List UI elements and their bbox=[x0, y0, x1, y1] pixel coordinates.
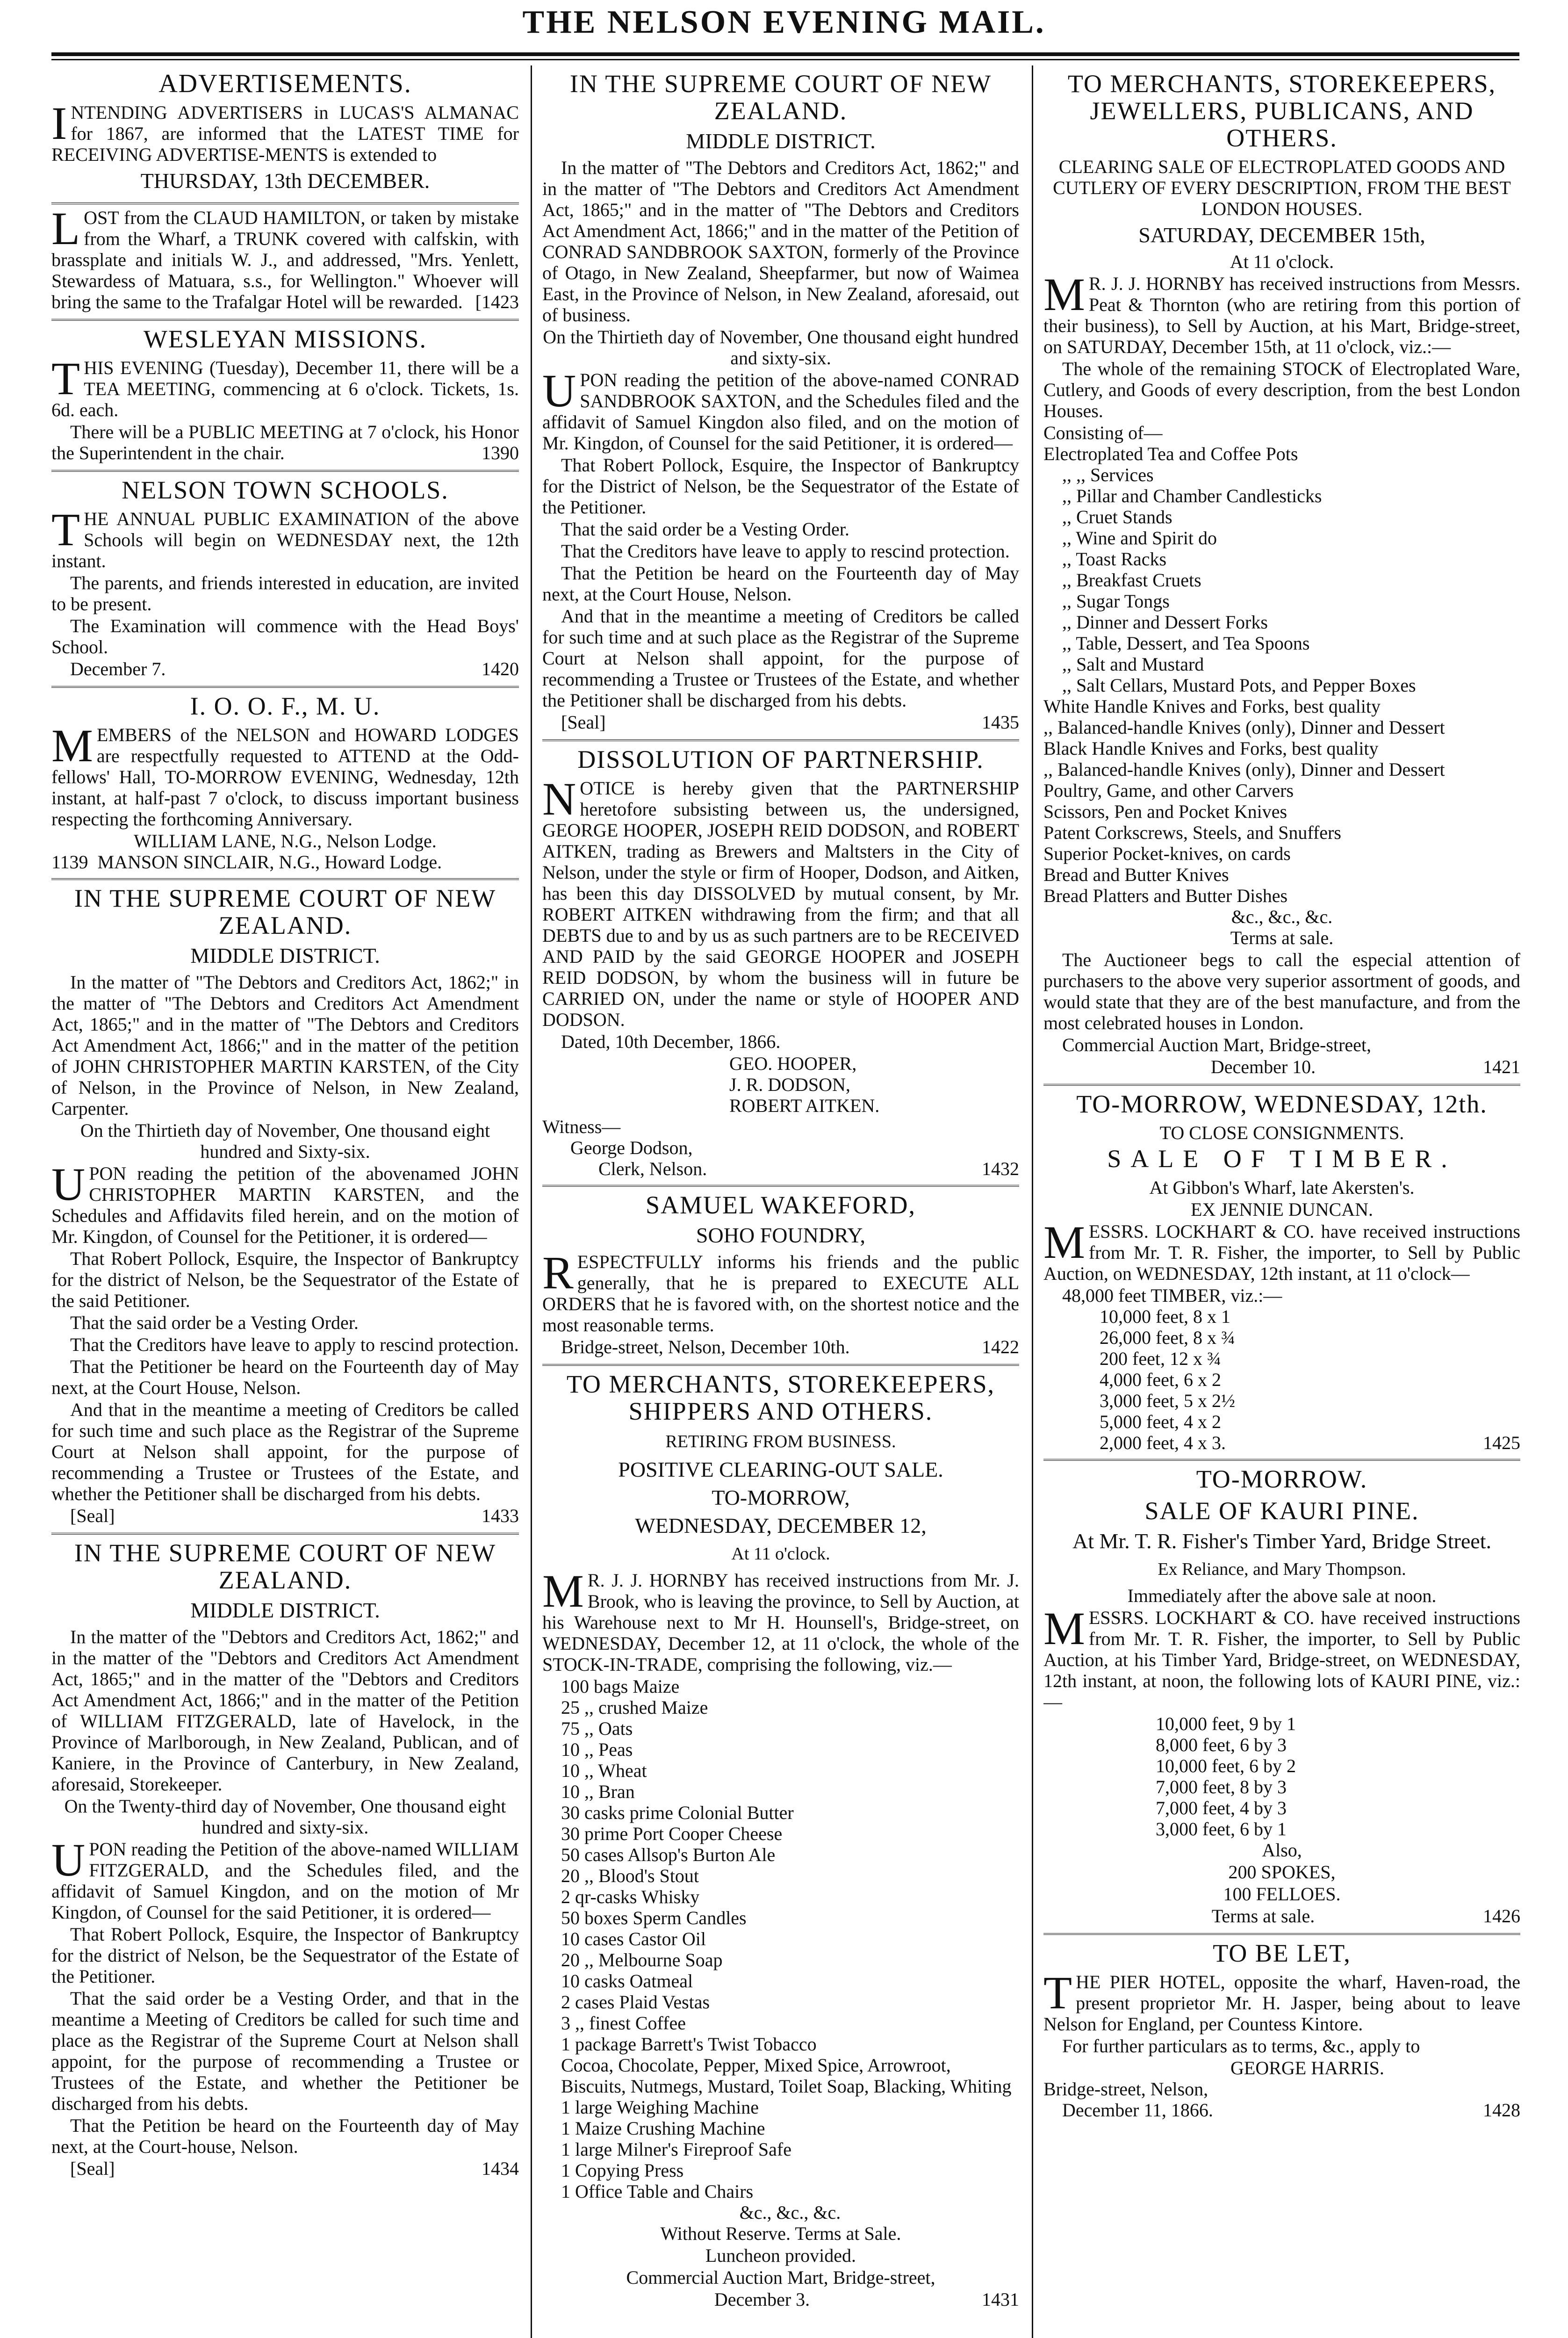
masthead-rule bbox=[51, 52, 1519, 56]
cutlery-list bbox=[1043, 696, 1520, 906]
drop-cap: T bbox=[1043, 1967, 1072, 2019]
list-item: 2 qr-casks Whisky bbox=[561, 1886, 700, 1907]
ad-body: ESPECTFULLY informs his friends and the public generally, that he is prepared to EXECUTE ALL ORDERS that he is favored with, on the shortest notice and the most reasonable terms. bbox=[542, 1251, 1019, 1335]
ad-address: Bridge-street, Nelson, bbox=[1043, 2078, 1208, 2100]
list-item: Superior Pocket-knives, on cards bbox=[1043, 843, 1291, 864]
section-title: ADVERTISEMENTS. bbox=[158, 69, 412, 98]
ad-number: 1390 bbox=[482, 442, 519, 463]
list-item: Patent Corkscrews, Steels, and Snuffers bbox=[1043, 822, 1341, 843]
newspaper-title: THE NELSON EVENING MAIL. bbox=[522, 4, 1046, 40]
list-item: ,, Wine and Spirit do bbox=[1062, 527, 1217, 548]
ad-number: 1428 bbox=[1483, 2100, 1520, 2121]
ad-body: OTICE is hereby given that the PARTNERSHIP heretofore subsisting between us, the undersigned, GEORGE HOOPER, JOSEPH REID DODSON, and ROBERT AITKEN, trading as Brewers and Maltsters in the City of Nelson, under the style or firm of Hooper, Dodson, and Aitken, has been this day DISSOLVED by mutual consent, by Mr. ROBERT AITKEN withdrawing from the firm; and that all DEBTS due to and by us as such partners are to be RECEIVED AND PAID by the said GEORGE HOOPER and JOSEPH REID DODSON, by whom the business will in future be CARRIED ON, under the name or style of HOOPER AND DODSON. bbox=[542, 778, 1019, 1030]
list-item: ,, Salt and Mustard bbox=[1062, 654, 1204, 675]
list-heading: 48,000 feet TIMBER, viz.:— bbox=[1062, 1285, 1282, 1306]
ad-title: IN THE SUPREME COURT OF NEW ZEALAND. bbox=[569, 70, 992, 125]
ad-subtitle: SALE OF KAURI PINE. bbox=[1144, 1497, 1419, 1525]
ad-title: I. O. O. F., M. U. bbox=[190, 692, 381, 720]
ad-date: On the Thirtieth day of November, One thousand eight hundred and sixty-six. bbox=[543, 326, 1019, 368]
drop-cap: U bbox=[542, 365, 576, 417]
list-item: ,, Toast Racks bbox=[1062, 548, 1167, 570]
ad-number: 1425 bbox=[1483, 1432, 1520, 1453]
witness-name: George Dodson, bbox=[570, 1137, 693, 1158]
ad-body: The parents, and friends interested in education, are invited to be present. bbox=[51, 572, 519, 614]
ad-lost-trunk bbox=[51, 204, 519, 321]
list-item: Scissors, Pen and Pocket Knives bbox=[1043, 801, 1287, 822]
ad-body: That the Petition be heard on the Fourteenth day of May next, at the Court House, Nelson. bbox=[542, 563, 1019, 605]
ad-subtitle: SOHO FOUNDRY, bbox=[696, 1223, 866, 1247]
ad-date: On the Twenty-third day of November, One thousand eight hundred and sixty-six. bbox=[64, 1796, 506, 1838]
ad-ioof bbox=[51, 688, 519, 880]
list-item: 2,000 feet, 4 x 3. bbox=[1100, 1432, 1226, 1453]
ad-date: Dated, 10th December, 1866. bbox=[561, 1031, 781, 1052]
ad-subtitle: SALE OF TIMBER. bbox=[1107, 1145, 1457, 1173]
ad-date: December 11, 1866. bbox=[1062, 2100, 1213, 2121]
list-item: 2 cases Plaid Vestas bbox=[561, 1992, 710, 2013]
drop-cap: R bbox=[542, 1247, 574, 1299]
ad-body: HIS EVENING (Tuesday), December 11, there will be a TEA MEETING, commencing at 6 o'clock. Tickets, 1s. 6d. each. bbox=[51, 357, 519, 420]
ad-terms: Terms at sale. bbox=[1211, 1905, 1315, 1927]
drop-cap: U bbox=[51, 1158, 86, 1210]
list-item: ,, Salt Cellars, Mustard Pots, and Pepper Boxes bbox=[1062, 675, 1416, 696]
ad-address: Commercial Auction Mart, Bridge-street, bbox=[626, 2267, 935, 2288]
ad-date: December 7. bbox=[70, 658, 166, 679]
list-item: 3,000 feet, 5 x 2½ bbox=[1100, 1390, 1235, 1411]
list-item: ,, ,, Services bbox=[1062, 464, 1154, 485]
masthead bbox=[0, 0, 1568, 56]
list-item: 1 Copying Press bbox=[561, 2160, 684, 2181]
ad-number: 1139 bbox=[51, 851, 88, 873]
ad-body: ESSRS. LOCKHART & CO. have received instructions from Mr. T. R. Fisher, the importer, to Sell by Public Auction, on WEDNESDAY, 12th instant, at 11 o'clock— bbox=[1043, 1221, 1520, 1284]
drop-cap: U bbox=[51, 1834, 86, 1886]
ad-number: 1434 bbox=[482, 2158, 519, 2179]
ad-title: DISSOLUTION OF PARTNERSHIP. bbox=[577, 745, 984, 773]
list-item: ,, Sugar Tongs bbox=[1062, 591, 1170, 612]
ad-body: HE PIER HOTEL, opposite the wharf, Haven-road, the present proprietor Mr. H. Jasper, being about to leave Nelson for England, per Countess Kintore. bbox=[1043, 1971, 1520, 2035]
electroplate-list bbox=[1043, 464, 1520, 696]
seal: [Seal] bbox=[70, 1505, 115, 1526]
timber-list bbox=[1043, 1306, 1520, 1453]
ad-number: 1431 bbox=[982, 2289, 1019, 2310]
ad-body: R. J. J. HORNBY has received instructions from Mr. J. Brook, who is leaving the province, to Sell by Auction, at his Warehouse next to Mr H. Hounsell's, Bridge-street, on WEDNESDAY, December 12, at 11 o'clock, the whole of the STOCK-IN-TRADE, comprising the following, viz.— bbox=[542, 1570, 1019, 1675]
list-item: 50 cases Allsop's Burton Ale bbox=[561, 1844, 776, 1865]
list-item: 200 SPOKES, bbox=[1228, 1862, 1336, 1883]
list-item: 8,000 feet, 6 by 3 bbox=[1156, 1734, 1287, 1755]
ad-title: TO BE LET, bbox=[1213, 1939, 1351, 1967]
signature: WILLIAM LANE, N.G., Nelson Lodge. bbox=[134, 830, 437, 851]
list-item: Bread and Butter Knives bbox=[1043, 864, 1229, 885]
ad-subtitle: RETIRING FROM BUSINESS. bbox=[665, 1432, 896, 1451]
ad-body: That the said order be a Vesting Order, and that in the meantime a Meeting of Creditors be called for such time and place as the Registrar of the Supreme Court at Nelson shall appoint, for the purpose of recommending a Trustee or Trustees of the Estate, and whether the Petitioner be discharged from his debts. bbox=[51, 1988, 519, 2114]
drop-cap: T bbox=[51, 353, 80, 404]
ad-note: Luncheon provided. bbox=[705, 2245, 856, 2266]
seal: [Seal] bbox=[70, 2158, 115, 2179]
list-item: ,, Balanced-handle Knives (only), Dinner and Dessert bbox=[1043, 717, 1445, 738]
ad-body: The whole of the remaining STOCK of Electroplated Ware, Cutlery, and Goods of every description, from the best London Houses. bbox=[1043, 358, 1520, 421]
ad-body: PON reading the petition of the above-named CONRAD SANDBROOK SAXTON, and the Schedules filed and the affidavit of Samuel Kingdon also filed, and on the motion of Mr. Kingdon, of Counsel for the said Petitioner, it is ordered— bbox=[542, 369, 1019, 454]
list-item: Black Handle Knives and Forks, best quality bbox=[1043, 738, 1379, 759]
ad-title: TO-MORROW. bbox=[1196, 1465, 1368, 1493]
ad-body: That Robert Pollock, Esquire, the Inspector of Bankruptcy for the district of Nelson, be the Sequestrator of the Estate of the Petitioner. bbox=[51, 1924, 519, 1987]
ad-kauri-pine bbox=[1043, 1461, 1520, 1935]
ad-brook-sale bbox=[542, 1366, 1019, 2316]
stock-list bbox=[542, 1676, 1019, 2223]
list-item: 20 ,, Melbourne Soap bbox=[561, 1949, 723, 1970]
ad-body: EMBERS of the NELSON and HOWARD LODGES are respectfully requested to ATTEND at the Odd-fellows' Hall, TO-MORROW EVENING, Wednesday, 12th instant, at half-past 7 o'clock, to discuss important business respecting the forthcoming Anniversary. bbox=[51, 724, 519, 830]
list-item: 4,000 feet, 6 x 2 bbox=[1100, 1369, 1221, 1390]
drop-cap: I bbox=[51, 97, 67, 149]
drop-cap: M bbox=[1043, 1602, 1085, 1654]
ad-title: TO-MORROW, WEDNESDAY, 12th. bbox=[1076, 1090, 1488, 1118]
list-item: &c., &c., &c. bbox=[1231, 906, 1333, 927]
district: MIDDLE DISTRICT. bbox=[190, 1598, 380, 1622]
list-item: 30 prime Port Cooper Cheese bbox=[561, 1823, 783, 1844]
drop-cap: M bbox=[1043, 1216, 1085, 1268]
list-item: 10 cases Castor Oil bbox=[561, 1928, 706, 1949]
witness-title: Clerk, Nelson. bbox=[598, 1158, 707, 1179]
list-item: ,, Breakfast Cruets bbox=[1062, 570, 1201, 591]
list-item: 10 ,, Bran bbox=[561, 1781, 635, 1802]
ad-body: And that in the meantime a meeting of Creditors be called for such time and such place as the Registrar of the Supreme Court at Nelson shall appoint, for the purpose of recommending a Trustee or Trustees of the Estate, and whether the Petitioner shall be discharged from his debts. bbox=[51, 1399, 519, 1504]
list-item: 50 boxes Sperm Candles bbox=[561, 1907, 747, 1928]
list-item: White Handle Knives and Forks, best quality bbox=[1043, 696, 1381, 717]
list-item: 10 ,, Wheat bbox=[561, 1760, 647, 1781]
list-item: ,, Dinner and Dessert Forks bbox=[1062, 612, 1268, 633]
ad-body: That Robert Pollock, Esquire, the Inspector of Bankruptcy for the district of Nelson, be the Sequestrator of the Estate of the said Petitioner. bbox=[51, 1248, 519, 1311]
ad-town-schools bbox=[51, 472, 519, 688]
ad-body: HE ANNUAL PUBLIC EXAMINATION of the above Schools will begin on WEDNESDAY next, the 12th instant. bbox=[51, 508, 519, 571]
ad-timber-sale bbox=[1043, 1086, 1520, 1461]
ad-body: That the said order be a Vesting Order. bbox=[561, 519, 849, 540]
ad-subtitle: POSITIVE CLEARING-OUT SALE. bbox=[618, 1458, 943, 1481]
signature: GEORGE HARRIS. bbox=[1230, 2057, 1384, 2078]
column-3 bbox=[1043, 65, 1520, 2338]
signature: ROBERT AITKEN. bbox=[729, 1095, 880, 1116]
list-item: 30 casks prime Colonial Butter bbox=[561, 1802, 794, 1823]
ad-wakeford bbox=[542, 1187, 1019, 1366]
ad-title: IN THE SUPREME COURT OF NEW ZEALAND. bbox=[74, 1539, 496, 1594]
ad-wesleyan bbox=[51, 321, 519, 472]
ad-body: In the matter of "The Debtors and Creditors Act, 1862;" in the matter of "The Debtors and Creditors Act Amendment Act, 1865;" and in the matter of "The Debtors and Creditors Act Amendment Act, 1866;" and in the matter of the petition of JOHN CHRISTOPHER MARTIN KARSTEN, of the City of Nelson, in the Province of Nelson, in New Zealand, Carpenter. bbox=[51, 972, 519, 1119]
ad-address: Commercial Auction Mart, Bridge-street, bbox=[1062, 1034, 1371, 1055]
list-item: ,, Balanced-handle Knives (only), Dinner and Dessert bbox=[1043, 759, 1445, 780]
ad-when: WEDNESDAY, DECEMBER 12, bbox=[635, 1514, 927, 1537]
list-item: 10,000 feet, 6 by 2 bbox=[1156, 1755, 1296, 1776]
drop-cap: M bbox=[542, 1565, 584, 1617]
column-2 bbox=[542, 65, 1019, 2338]
list-item: Cocoa, Chocolate, Pepper, Mixed Spice, Arrowroot, Biscuits, Nutmegs, Mustard, Toilet Soap, Blacking, Whiting bbox=[561, 2055, 1012, 2097]
ad-fitzgerald bbox=[51, 1535, 519, 2186]
list-item: 10 ,, Peas bbox=[561, 1739, 633, 1760]
ad-title: TO MERCHANTS, STOREKEEPERS, JEWELLERS, PUBLICANS, AND OTHERS. bbox=[1067, 70, 1496, 152]
ad-to-be-let bbox=[1043, 1935, 1520, 2126]
list-item: 75 ,, Oats bbox=[561, 1718, 633, 1739]
column-divider bbox=[1032, 65, 1033, 2338]
ad-title: WESLEYAN MISSIONS. bbox=[143, 325, 427, 353]
ad-body: OST from the CLAUD HAMILTON, or taken by mistake from the Wharf, a TRUNK covered with calfskin, with brassplate and initials W. J., and addressed, "Mrs. Yenlett, Stewardess of Matuara, s.s., for Wellington." Whoever will bring the same to the Trafalgar Hotel will be rewarded. bbox=[51, 207, 519, 312]
ad-body: In the matter of the "Debtors and Creditors Act, 1862;" and in the matter of the "Debtors and Creditors Act Amendment Act, 1865;" and in the matter of the "Debtors and Creditors Act Amendment Act, 1866;" and in the matter of the Petition of WILLIAM FITZGERALD, late of Havelock, in the Province of Marlborough, in New Zealand, Publican, and of Kaniere, in the Province of Canterbury, in New Zealand, aforesaid, Storekeeper. bbox=[51, 1626, 519, 1795]
ad-number: 1421 bbox=[1483, 1056, 1520, 1077]
ad-terms: Terms at sale. bbox=[1230, 927, 1334, 948]
ad-body: And that in the meantime a meeting of Creditors be called for such time and at such place as the Registrar of the Supreme Court at Nelson shall appoint, for the purpose of recommending a Trustee or Trustees of the Estate, and whether the Petitioner shall be discharged from his debts. bbox=[542, 606, 1019, 711]
witness-label: Witness— bbox=[542, 1116, 621, 1137]
ad-body: That Robert Pollock, Esquire, the Inspector of Bankruptcy for the District of Nelson, be the Sequestrator of the Estate of the Petitioner. bbox=[542, 455, 1019, 518]
drop-cap: T bbox=[51, 504, 80, 556]
ad-date: December 3. bbox=[714, 2289, 810, 2310]
drop-cap: L bbox=[51, 202, 80, 254]
ad-dissolution bbox=[542, 741, 1019, 1187]
ad-body: There will be a PUBLIC MEETING at 7 o'clock, his Honor the Superintendent in the chair. bbox=[51, 421, 519, 463]
ad-body: That the Petitioner be heard on the Fourteenth day of May next, at the Court House, Nelson. bbox=[51, 1356, 519, 1398]
list-item: 100 bags Maize bbox=[561, 1676, 680, 1697]
masthead-rule-thin bbox=[51, 59, 1519, 60]
ad-number: [1423 bbox=[475, 291, 519, 312]
list-item: 200 feet, 12 x ¾ bbox=[1100, 1348, 1221, 1369]
ad-address: Bridge-street, Nelson, December 10th. bbox=[561, 1336, 850, 1357]
ad-number: 1422 bbox=[982, 1336, 1019, 1357]
district: MIDDLE DISTRICT. bbox=[190, 944, 380, 967]
list-item: &c., &c., &c. bbox=[739, 2202, 841, 2223]
list-item: 10,000 feet, 8 x 1 bbox=[1100, 1306, 1230, 1327]
list-item: 25 ,, crushed Maize bbox=[561, 1697, 708, 1718]
list-item: 7,000 feet, 8 by 3 bbox=[1156, 1776, 1287, 1797]
ad-when: At 11 o'clock. bbox=[731, 1544, 830, 1564]
ad-number: 1435 bbox=[982, 712, 1019, 733]
list-item: 7,000 feet, 4 by 3 bbox=[1156, 1797, 1287, 1818]
drop-cap: M bbox=[51, 720, 93, 772]
signature: MANSON SINCLAIR, N.G., Howard Lodge. bbox=[97, 851, 442, 873]
ad-body: That the said order be a Vesting Order. bbox=[70, 1312, 359, 1333]
ad-title: SAMUEL WAKEFORD, bbox=[645, 1191, 916, 1219]
list-item: 3 ,, finest Coffee bbox=[561, 2013, 686, 2034]
ad-number: 1432 bbox=[982, 1158, 1019, 1179]
ad-body: That the Creditors have leave to apply to rescind protection. bbox=[561, 541, 1010, 562]
ad-body: PON reading the petition of the abovenamed JOHN CHRISTOPHER MARTIN KARSTEN, and the Schedules and Affidavits filed herein, and on the motion of Mr. Kingdon, of Counsel for the Petitioner, it is ordered— bbox=[51, 1163, 519, 1247]
list-item: 20 ,, Blood's Stout bbox=[561, 1865, 699, 1886]
ad-karsten bbox=[51, 880, 519, 1535]
drop-cap: M bbox=[1043, 268, 1085, 320]
ad-subtitle: TO CLOSE CONSIGNMENTS. bbox=[1159, 1122, 1404, 1143]
ad-date: December 10. bbox=[1210, 1056, 1316, 1077]
list-item: 1 Office Table and Chairs bbox=[561, 2181, 754, 2202]
ad-body: For further particulars as to terms, &c., apply to bbox=[1062, 2035, 1420, 2057]
ad-location: At Gibbon's Wharf, late Akersten's. bbox=[1149, 1177, 1415, 1198]
ad-body: R. J. J. HORNBY has received instructions from Messrs. Peat & Thornton (who are retiring from this portion of their business), to Sell by Auction, at his Mart, Bridge-street, on SATURDAY, December 15th, at 11 o'clock, viz.:— bbox=[1043, 273, 1520, 357]
list-item: Electroplated Tea and Coffee Pots bbox=[1043, 443, 1298, 464]
ad-body: The Auctioneer begs to call the especial attention of purchasers to the above very superior assortment of goods, and would state that they are of the best manufacture, and from the most celebrated houses in London. bbox=[1043, 949, 1520, 1033]
list-item: 3,000 feet, 6 by 1 bbox=[1156, 1818, 1287, 1840]
list-item: 1 large Milner's Fireproof Safe bbox=[561, 2139, 792, 2160]
ad-body: In the matter of "The Debtors and Creditors Act, 1862;" and in the matter of "The Debtors and Creditors Act Amendment Act, 1865;" and in the matter of "The Debtors and Creditors Act Amendment Act, 1866;" and in the matter of the Petition of CONRAD SANDBROOK SAXTON, formerly of the Province of Otago, in New Zealand, Sheepfarmer, but now of Waimea East, in the Province of Nelson, in New Zealand, aforesaid, out of business. bbox=[542, 157, 1019, 325]
ad-when: SATURDAY, DECEMBER 15th, bbox=[1138, 223, 1425, 247]
ad-subtitle: CLEARING SALE OF ELECTROPLATED GOODS AND CUTLERY OF EVERY DESCRIPTION, FROM THE BEST LONDON HOUSES. bbox=[1053, 156, 1511, 219]
ad-number: 1433 bbox=[482, 1505, 519, 1526]
column-divider bbox=[531, 65, 532, 2338]
ad-location: At Mr. T. R. Fisher's Timber Yard, Bridge Street. bbox=[1072, 1529, 1491, 1553]
ad-when: Immediately after the above sale at noon. bbox=[1127, 1585, 1437, 1606]
ad-body: NTENDING ADVERTISERS in LUCAS'S ALMANAC for 1867, are informed that the LATEST TIME for RECEIVING ADVERTISE-MENTS is extended to bbox=[51, 102, 519, 165]
ad-ship: Ex Reliance, and Mary Thompson. bbox=[1158, 1559, 1406, 1579]
drop-cap: N bbox=[542, 773, 576, 825]
ad-body: ESSRS. LOCKHART & CO. have received instructions from Mr. T. R. Fisher, the importer, to Sell by Public Auction, at his Timber Yard, Bridge-street, on WEDNESDAY, 12th instant, at noon, the following lots of KAURI PINE, viz.:— bbox=[1043, 1607, 1520, 1712]
list-item: 1 package Barrett's Twist Tobacco bbox=[561, 2034, 817, 2055]
ad-date: THURSDAY, 13th DECEMBER. bbox=[140, 169, 430, 193]
signature: GEO. HOOPER, bbox=[729, 1053, 857, 1074]
list-item: Bread Platters and Butter Dishes bbox=[1043, 885, 1288, 906]
list-item: ,, Table, Dessert, and Tea Spoons bbox=[1062, 633, 1310, 654]
ad-when: TO-MORROW, bbox=[712, 1486, 850, 1509]
ad-title: TO MERCHANTS, STOREKEEPERS, SHIPPERS AND OTHERS. bbox=[566, 1370, 995, 1425]
ad-when: At 11 o'clock. bbox=[1230, 251, 1334, 272]
list-item: ,, Cruet Stands bbox=[1062, 506, 1172, 527]
ad-number: 1420 bbox=[482, 658, 519, 679]
list-item: ,, Pillar and Chamber Candlesticks bbox=[1062, 485, 1322, 506]
ad-title: NELSON TOWN SCHOOLS. bbox=[122, 476, 449, 504]
list-item: 1 large Weighing Machine bbox=[561, 2097, 759, 2118]
list-item: 10,000 feet, 9 by 1 bbox=[1156, 1713, 1296, 1734]
ad-body: The Examination will commence with the Head Boys' School. bbox=[51, 615, 519, 657]
ad-body: That the Petition be heard on the Fourteenth day of May next, at the Court-house, Nelson. bbox=[51, 2115, 519, 2157]
ad-saxton bbox=[542, 65, 1019, 741]
signature: J. R. DODSON, bbox=[729, 1074, 850, 1095]
list-item: 26,000 feet, 8 x ¾ bbox=[1100, 1327, 1235, 1348]
ad-body: That the Creditors have leave to apply to rescind protection. bbox=[70, 1334, 519, 1355]
district: MIDDLE DISTRICT. bbox=[686, 129, 876, 153]
ad-date: On the Thirtieth day of November, One thousand eight hundred and Sixty-six. bbox=[80, 1120, 490, 1162]
ad-peat-thornton bbox=[1043, 65, 1520, 1086]
list-item: Poultry, Game, and other Carvers bbox=[1043, 780, 1294, 801]
ad-body: PON reading the Petition of the above-named WILLIAM FITZGERALD, and the Schedules filed, and the affidavit of Samuel Kingdon, and on the motion of Mr Kingdon, of Counsel for the said Petitioner, it is ordered— bbox=[51, 1839, 519, 1923]
ad-number: 1426 bbox=[1483, 1905, 1520, 1927]
list-item: 1 Maize Crushing Machine bbox=[561, 2118, 765, 2139]
list-heading: Consisting of— bbox=[1043, 422, 1163, 443]
ad-ship: EX JENNIE DUNCAN. bbox=[1191, 1199, 1373, 1220]
column-1 bbox=[51, 65, 519, 2338]
seal: [Seal] bbox=[561, 712, 606, 733]
ad-note: Also, bbox=[1262, 1840, 1302, 1861]
kauri-list bbox=[1043, 1713, 1520, 1840]
ad-terms: Without Reserve. Terms at Sale. bbox=[660, 2223, 901, 2244]
ad-title: IN THE SUPREME COURT OF NEW ZEALAND. bbox=[74, 884, 496, 939]
list-item: 100 FELLOES. bbox=[1223, 1883, 1341, 1905]
ad-lucas bbox=[51, 65, 519, 204]
list-item: 10 casks Oatmeal bbox=[561, 1970, 693, 1992]
list-item: 5,000 feet, 4 x 2 bbox=[1100, 1411, 1221, 1432]
